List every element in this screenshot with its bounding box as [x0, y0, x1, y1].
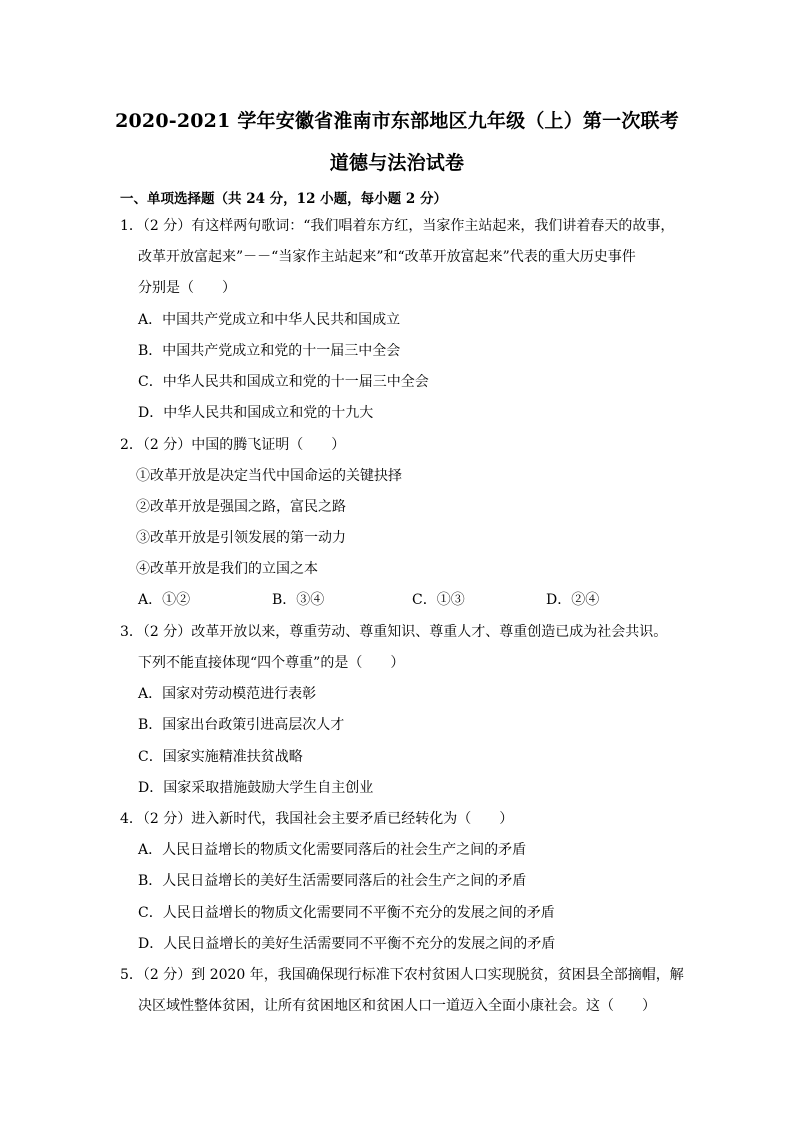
question-2-option-a[interactable]: A．①②: [138, 592, 191, 608]
question-2-statement-4: ④改革开放是我们的立国之本: [136, 561, 318, 577]
question-4-option-a[interactable]: A．人民日益增长的物质文化需要同落后的社会生产之间的矛盾: [138, 842, 527, 858]
question-3-stem-cont: 下列不能直接体现“四个尊重”的是（ ）: [138, 655, 405, 671]
question-3-stem: 3．（2 分）改革开放以来，尊重劳动、尊重知识、尊重人才、尊重创造已成为社会共识。: [120, 624, 668, 640]
question-1-option-b[interactable]: B．中国共产党成立和党的十一届三中全会: [138, 343, 401, 359]
question-1-option-a[interactable]: A．中国共产党成立和中华人民共和国成立: [138, 312, 401, 328]
question-4-option-d[interactable]: D．人民日益增长的美好生活需要同不平衡不充分的发展之间的矛盾: [138, 936, 556, 952]
question-2-options: [0, 590, 794, 612]
question-2-statement-3: ③改革开放是引领发展的第一动力: [136, 530, 346, 546]
question-1-stem-end: 分别是（ ）: [138, 280, 236, 296]
question-4-option-b[interactable]: B．人民日益增长的美好生活需要同落后的社会生产之间的矛盾: [138, 873, 527, 889]
question-2-option-b[interactable]: B．③④: [272, 592, 325, 608]
question-3-option-d[interactable]: D．国家采取措施鼓励大学生自主创业: [138, 780, 374, 796]
question-3-option-b[interactable]: B．国家出台政策引进高层次人才: [138, 717, 345, 733]
question-1-stem-cont: 改革开放富起来”－－“当家作主站起来”和“改革开放富起来”代表的重大历史事件: [138, 249, 636, 265]
question-1-stem: 1．（2 分）有这样两句歌词：“我们唱着东方红，当家作主站起来，我们讲着春天的故事，: [120, 218, 675, 234]
question-5-stem-cont: 决区域性整体贫困，让所有贫困地区和贫困人口一道迈入全面小康社会。这（ ）: [138, 998, 656, 1014]
question-1-option-d[interactable]: D．中华人民共和国成立和党的十九大: [138, 405, 374, 421]
question-2-option-c[interactable]: C．①③: [412, 592, 465, 608]
exam-subject-title: 道德与法治试卷: [329, 152, 465, 174]
question-2-option-d[interactable]: D．②④: [546, 592, 600, 608]
question-1-option-c[interactable]: C．中华人民共和国成立和党的十一届三中全会: [138, 374, 429, 390]
question-2-statement-1: ①改革开放是决定当代中国命运的关键抉择: [136, 468, 402, 484]
question-4-stem: 4．（2 分）进入新时代，我国社会主要矛盾已经转化为（ ）: [120, 811, 514, 827]
section-heading: 一、单项选择题（共 24 分，12 小题，每小题 2 分）: [120, 191, 447, 207]
exam-title: 2020-2021 学年安徽省淮南市东部地区九年级（上）第一次联考: [115, 110, 679, 132]
question-3-option-c[interactable]: C．国家实施精准扶贫战略: [138, 749, 303, 765]
question-3-option-a[interactable]: A．国家对劳动模范进行表彰: [138, 686, 317, 702]
question-5-stem: 5．（2 分）到 2020 年，我国确保现行标准下农村贫困人口实现脱贫，贫困县全部摘帽，解: [120, 967, 684, 983]
question-2-statement-2: ②改革开放是强国之路，富民之路: [136, 499, 346, 515]
question-2-stem: 2．（2 分）中国的腾飞证明（ ）: [120, 437, 346, 453]
question-4-option-c[interactable]: C．人民日益增长的物质文化需要同不平衡不充分的发展之间的矛盾: [138, 905, 555, 921]
